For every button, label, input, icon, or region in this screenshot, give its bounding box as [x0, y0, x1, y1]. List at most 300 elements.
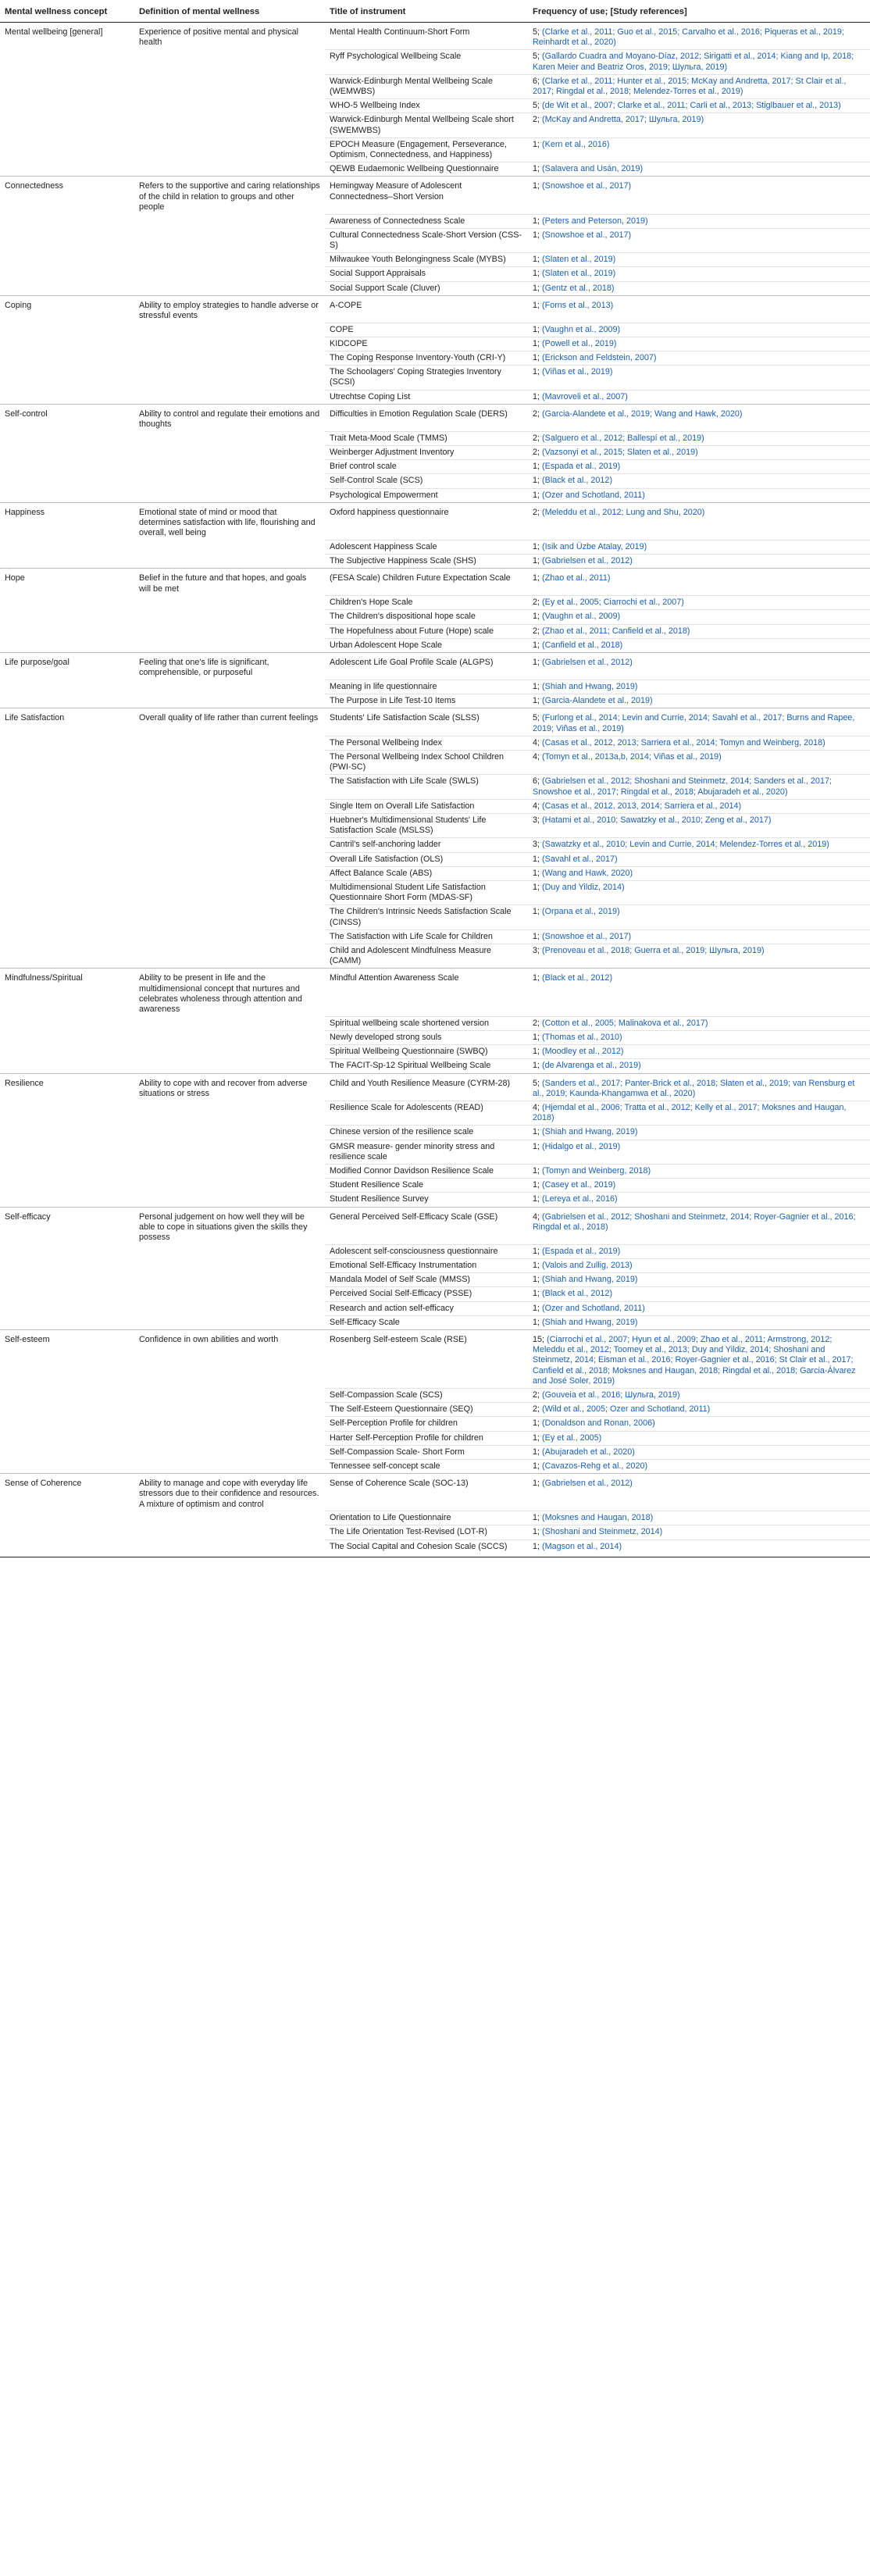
study-references: (Prenoveau et al., 2018; Guerra et al., 2019; Шульга, 2019) [542, 946, 765, 956]
table-row [0, 569, 870, 596]
frequency-cell [528, 1101, 870, 1125]
frequency-cell [528, 446, 870, 460]
instrument-cell: (FESA Scale) Children Future Expectation Scale [325, 569, 528, 596]
study-references: (Espada et al., 2019) [542, 1246, 621, 1256]
frequency-count: 1; [533, 1260, 540, 1270]
table-row [0, 1030, 870, 1044]
instrument-cell: Milwaukee Youth Belongingness Scale (MYBS) [325, 253, 528, 267]
table-row [0, 1540, 870, 1557]
frequency-count: 2; [533, 409, 540, 419]
table-header [0, 0, 870, 23]
frequency-count: 3; [533, 946, 540, 956]
frequency-cell [528, 460, 870, 474]
instrument-cell: The Life Orientation Test-Revised (LOT-R) [325, 1525, 528, 1540]
definition-cell: Feeling that one's life is significant, comprehensible, or purposeful [134, 653, 325, 680]
study-references: (Magson et al., 2014) [542, 1541, 622, 1551]
instrument-cell: KIDCOPE [325, 337, 528, 351]
table-row [0, 162, 870, 177]
concept-cell: Happiness [0, 502, 134, 540]
table-row [0, 775, 870, 799]
frequency-cell [528, 838, 870, 852]
frequency-cell [528, 1287, 870, 1301]
study-references: (Gouveia et al., 2016; Шульга, 2019) [542, 1390, 680, 1400]
study-references: (Peters and Peterson, 2019) [542, 216, 648, 226]
frequency-count: 1; [533, 324, 540, 334]
frequency-count: 2; [533, 507, 540, 517]
table-row [0, 905, 870, 929]
frequency-cell [528, 750, 870, 774]
table-row [0, 99, 870, 113]
instrument-cell: The Personal Wellbeing Index [325, 736, 528, 750]
header-instrument: Title of instrument [325, 0, 528, 23]
frequency-count: 1; [533, 1479, 540, 1489]
instrument-cell: The Children's Intrinsic Needs Satisfaction Scale (CINSS) [325, 905, 528, 929]
table-row [0, 295, 870, 323]
table-row [0, 1045, 870, 1059]
frequency-cell [528, 680, 870, 694]
study-references: (Snowshoe et al., 2017) [542, 931, 632, 941]
frequency-cell [528, 488, 870, 502]
frequency-count: 1; [533, 658, 540, 668]
frequency-cell [528, 74, 870, 98]
frequency-cell [528, 1126, 870, 1140]
frequency-cell [528, 1273, 870, 1287]
frequency-count: 1; [533, 1141, 540, 1151]
frequency-cell [528, 1207, 870, 1244]
definition-cell: Confidence in own abilities and worth [134, 1329, 325, 1388]
table-row [0, 431, 870, 445]
instrument-cell: A-COPE [325, 295, 528, 323]
frequency-count: 1; [533, 883, 540, 892]
frequency-cell [528, 137, 870, 162]
table-row [0, 488, 870, 502]
frequency-count: 5; [533, 27, 540, 37]
header-frequency: Frequency of use; [Study references] [528, 0, 870, 23]
instrument-cell: The Purpose in Life Test-10 Items [325, 694, 528, 708]
instrument-cell: Spiritual Wellbeing Questionnaire (SWBQ) [325, 1045, 528, 1059]
concept-cell: Self-efficacy [0, 1207, 134, 1244]
table-row [0, 1388, 870, 1402]
frequency-cell [528, 708, 870, 736]
instrument-cell: Child and Youth Resilience Measure (CYRM-28) [325, 1073, 528, 1101]
study-references: (Furlong et al., 2014; Levin and Currie, 2014; Savahl et al., 2017; Burns and Rapee, 2019; Viñas et al., 2019) [533, 713, 855, 733]
frequency-count: 1; [533, 1513, 540, 1523]
study-references: (Gallardo Cuadra and Moyano-Díaz, 2012; Sirigatti et al., 2014; Kiang and Ip, 2018; Karen Meier and Beatriz Oros, 2019; Шульга, 2019) [533, 52, 854, 72]
frequency-cell [528, 1431, 870, 1445]
instrument-cell: Mental Health Continuum-Short Form [330, 27, 470, 37]
study-references: (Savahl et al., 2017) [542, 854, 618, 864]
frequency-count: 1; [533, 931, 540, 941]
concept-cell: Life purpose/goal [0, 653, 134, 680]
study-references: (Vazsonyi et al., 2015; Slaten et al., 2019) [542, 448, 698, 457]
frequency-count: 1; [533, 1194, 540, 1204]
study-references: (Vaughn et al., 2009) [542, 324, 621, 334]
table-row [0, 540, 870, 554]
table-row [0, 881, 870, 905]
table-row [0, 1315, 870, 1329]
concept-cell: Self-esteem [0, 1329, 134, 1388]
instrument-cell: Emotional Self-Efficacy Instrumentation [325, 1258, 528, 1272]
frequency-count: 2; [533, 598, 540, 608]
instrument-cell: Child and Adolescent Mindfulness Measure (CAMM) [325, 944, 528, 969]
definition-cell: Belief in the future and that hopes, and goals will be met [134, 569, 325, 596]
frequency-cell [528, 113, 870, 137]
frequency-count: 1; [533, 1527, 540, 1537]
table-row [0, 1459, 870, 1473]
instrument-cell: Social Support Appraisals [325, 267, 528, 281]
frequency-cell [528, 267, 870, 281]
instrument-cell: Mandala Model of Self Scale (MMSS) [325, 1273, 528, 1287]
frequency-cell [528, 596, 870, 610]
study-references: (Cotton et al., 2005; Malinakova et al., 2017) [542, 1018, 708, 1028]
study-references: (Ey et al., 2005; Ciarrochi et al., 2007) [542, 598, 684, 608]
frequency-cell [528, 253, 870, 267]
study-references: (Clarke et al., 2011; Guo et al., 2015; Carvalho et al., 2016; Piqueras et al., 2019; Reinhardt et al., 2020) [533, 27, 844, 48]
frequency-count: 1; [533, 1165, 540, 1176]
table-row [0, 1431, 870, 1445]
table-row [0, 1445, 870, 1459]
table-row [0, 23, 870, 50]
instrument-cell: The Satisfaction with Life Scale for Children [325, 929, 528, 944]
frequency-cell [528, 337, 870, 351]
frequency-cell [528, 1417, 870, 1431]
frequency-count: 1; [533, 854, 540, 864]
frequency-cell [528, 694, 870, 708]
instrument-cell: Warwick-Edinburgh Mental Wellbeing Scale (WEMWBS) [325, 74, 528, 98]
frequency-cell [528, 281, 870, 295]
instrument-cell: Orientation to Life Questionnaire [325, 1511, 528, 1525]
instrument-cell: The Children's dispositional hope scale [325, 610, 528, 624]
study-references: (Casas et al., 2012, 2013; Sarriera et al., 2014; Tomyn and Weinberg, 2018) [542, 737, 825, 747]
frequency-count: 2; [533, 626, 540, 636]
frequency-cell [528, 624, 870, 638]
study-references: (Garcia-Alandete et al., 2019; Wang and Hawk, 2020) [542, 409, 743, 419]
table-row [0, 799, 870, 813]
definition-cell: Refers to the supportive and caring relationships of the child in relation to groups and other people [134, 177, 325, 214]
study-references: (Shiah and Hwang, 2019) [542, 1127, 638, 1137]
study-references: (Duy and Yildiz, 2014) [542, 883, 625, 892]
study-references: (Hjemdal et al., 2006; Tratta et al., 2012; Kelly et al., 2017; Moksnes and Haugan, 2018) [533, 1102, 847, 1123]
definition-cell: Overall quality of life rather than current feelings [134, 708, 325, 736]
instrument-cell: The Schoolagers' Coping Strategies Inventory (SCSI) [325, 366, 528, 390]
definition-cell: Ability to control and regulate their emotions and thoughts [134, 404, 325, 431]
table-row [0, 1073, 870, 1101]
study-references: (Slaten et al., 2019) [542, 255, 616, 265]
table-row [0, 1164, 870, 1178]
study-references: (Tomyn and Weinberg, 2018) [542, 1165, 651, 1176]
frequency-cell [528, 944, 870, 969]
table-row [0, 502, 870, 540]
instrument-cell: Mindful Attention Awareness Scale [325, 969, 528, 1016]
frequency-count: 1; [533, 269, 540, 279]
frequency-cell [528, 162, 870, 177]
frequency-count: 1; [533, 1246, 540, 1256]
instrument-cell: The Hopefulness about Future (Hope) scale [325, 624, 528, 638]
study-references: (Donaldson and Ronan, 2006) [542, 1418, 655, 1429]
study-references: (Shiah and Hwang, 2019) [542, 1317, 638, 1327]
frequency-count: 4; [533, 1102, 540, 1112]
study-references: (Clarke et al., 2011; Hunter et al., 2015; McKay and Andretta, 2017; St Clair et al., 2017; Ringdal et al., 2018; Melendez-Torres et al., 2019) [533, 76, 847, 97]
frequency-count: 1; [533, 230, 540, 240]
frequency-count: 1; [533, 255, 540, 265]
frequency-count: 5; [533, 1078, 540, 1088]
instrument-cell: The Coping Response Inventory-Youth (CRI-Y) [325, 351, 528, 366]
table-row [0, 555, 870, 569]
concept-cell: Mindfulness/Spiritual [0, 969, 134, 1016]
frequency-count: 1; [533, 612, 540, 622]
header-concept: Mental wellness concept [0, 0, 134, 23]
instrument-cell: Affect Balance Scale (ABS) [325, 866, 528, 880]
study-references: (Shiah and Hwang, 2019) [542, 1275, 638, 1285]
instrument-cell: Meaning in life questionnaire [325, 680, 528, 694]
instrument-cell: Warwick-Edinburgh Mental Wellbeing Scale short (SWEMWBS) [325, 113, 528, 137]
study-references: (Salguero et al., 2012; Ballespí et al., 2019) [542, 433, 704, 443]
frequency-cell [528, 1016, 870, 1030]
frequency-count: 1; [533, 1289, 540, 1299]
concept-cell: Connectedness [0, 177, 134, 214]
table-row [0, 653, 870, 680]
frequency-count: 1; [533, 338, 540, 348]
instrument-cell: Harter Self-Perception Profile for children [325, 1431, 528, 1445]
study-references: (Shiah and Hwang, 2019) [542, 681, 638, 691]
frequency-count: 1; [533, 1418, 540, 1429]
frequency-count: 4; [533, 751, 540, 762]
instrument-cell: The Self-Esteem Questionnaire (SEQ) [325, 1403, 528, 1417]
frequency-count: 1; [533, 476, 540, 486]
instrument-cell: Chinese version of the resilience scale [325, 1126, 528, 1140]
study-references: (Kern et al., 2016) [542, 139, 610, 149]
study-references: (Garcia-Alandete et al., 2019) [542, 696, 653, 706]
study-references: (Valois and Zullig, 2013) [542, 1260, 633, 1270]
table-row [0, 228, 870, 252]
frequency-cell [528, 1540, 870, 1557]
instrument-cell: Children's Hope Scale [325, 596, 528, 610]
frequency-cell [528, 555, 870, 569]
table-row [0, 113, 870, 137]
table-row [0, 74, 870, 98]
table-row [0, 708, 870, 736]
instrument-cell: The FACIT-Sp-12 Spiritual Wellbeing Scale [325, 1059, 528, 1073]
instrument-cell: Huebner's Multidimensional Students' Life Satisfaction Scale (MSLSS) [325, 813, 528, 837]
frequency-count: 1; [533, 907, 540, 917]
study-references: (de Alvarenga et al., 2019) [542, 1061, 641, 1071]
study-references: (Abujaradeh et al., 2020) [542, 1447, 635, 1457]
frequency-count: 5; [533, 52, 540, 62]
frequency-count: 6; [533, 76, 540, 86]
instrument-cell: The Social Capital and Cohesion Scale (SCCS) [325, 1540, 528, 1557]
table-row [0, 680, 870, 694]
instrument-cell: Perceived Social Self-Efficacy (PSSE) [325, 1287, 528, 1301]
frequency-count: 1; [533, 283, 540, 293]
table-row [0, 610, 870, 624]
instrument-cell: Urban Adolescent Hope Scale [325, 638, 528, 652]
table-row [0, 1287, 870, 1301]
frequency-cell [528, 929, 870, 944]
frequency-cell [528, 905, 870, 929]
frequency-cell [528, 1329, 870, 1388]
instrument-cell: Rosenberg Self-esteem Scale (RSE) [325, 1329, 528, 1388]
table-row [0, 1193, 870, 1207]
frequency-count: 1; [533, 541, 540, 551]
frequency-count: 4; [533, 737, 540, 747]
table-row [0, 1244, 870, 1258]
frequency-cell [528, 351, 870, 366]
instrument-cell: Trait Meta-Mood Scale (TMMS) [325, 431, 528, 445]
table-row [0, 366, 870, 390]
table-row [0, 624, 870, 638]
instrument-cell: Self-Perception Profile for children [325, 1417, 528, 1431]
table-row [0, 838, 870, 852]
frequency-count: 4; [533, 801, 540, 811]
frequency-count: 1; [533, 1180, 540, 1190]
study-references: (Moksnes and Haugan, 2018) [542, 1513, 654, 1523]
frequency-cell [528, 1244, 870, 1258]
study-references: (Wild et al., 2005; Ozer and Schotland, 2011) [542, 1404, 711, 1415]
table-row [0, 1126, 870, 1140]
instrument-cell: Cantril's self-anchoring ladder [325, 838, 528, 852]
frequency-cell [528, 1459, 870, 1473]
frequency-count: 1; [533, 181, 540, 191]
frequency-count: 1; [533, 1127, 540, 1137]
instrument-cell: Overall Life Satisfaction (OLS) [325, 852, 528, 866]
study-references: (Gabrielsen et al., 2012; Shoshani and Steinmetz, 2014; Sanders et al., 2017; Snowshoe et al., 2017; Ringdal et al., 2018; Abujaradeh et al., 2020) [533, 776, 832, 797]
frequency-count: 1; [533, 216, 540, 226]
frequency-cell [528, 50, 870, 74]
frequency-cell [528, 1511, 870, 1525]
frequency-cell [528, 610, 870, 624]
instrument-cell: Hemingway Measure of Adolescent Connectedness–Short Version [325, 177, 528, 214]
frequency-cell [528, 366, 870, 390]
study-references: (Tomyn et al., 2013a,b, 2014; Viñas et al., 2019) [542, 751, 722, 762]
frequency-cell [528, 1525, 870, 1540]
frequency-cell [528, 1140, 870, 1164]
table-row [0, 969, 870, 1016]
concept-cell: Self-control [0, 404, 134, 431]
frequency-count: 1; [533, 1317, 540, 1327]
frequency-cell [528, 1045, 870, 1059]
study-references: (Hatami et al., 2010; Sawatzky et al., 2010; Zeng et al., 2017) [542, 815, 772, 825]
instrument-cell: Research and action self-efficacy [325, 1301, 528, 1315]
study-references: (Snowshoe et al., 2017) [542, 181, 632, 191]
instrument-cell: Adolescent Life Goal Profile Scale (ALGPS) [325, 653, 528, 680]
concept-cell: Mental wellbeing [general] [5, 27, 103, 37]
frequency-cell [528, 1388, 870, 1402]
table-row [0, 1417, 870, 1431]
study-references: (Gentz et al., 2018) [542, 283, 615, 293]
instrument-cell: Adolescent Happiness Scale [325, 540, 528, 554]
definition-cell: Personal judgement on how well they will be able to cope in situations given the skills they possess [134, 1207, 325, 1244]
table-row [0, 1140, 870, 1164]
table-row [0, 390, 870, 404]
study-references: (Zhao et al., 2011; Canfield et al., 2018) [542, 626, 690, 636]
frequency-count: 1; [533, 1061, 540, 1071]
frequency-cell [528, 23, 870, 50]
definition-cell: Emotional state of mind or mood that determines satisfaction with life, flourishing and overall, well being [134, 502, 325, 540]
study-references: (Casey et al., 2019) [542, 1180, 616, 1190]
frequency-count: 3; [533, 815, 540, 825]
table-row [0, 929, 870, 944]
frequency-count: 1; [533, 391, 540, 401]
instrument-cell: Self-Efficacy Scale [325, 1315, 528, 1329]
instrument-cell: GMSR measure- gender minority stress and resilience scale [325, 1140, 528, 1164]
table-row [0, 694, 870, 708]
frequency-count: 1; [533, 300, 540, 310]
study-references: (Thomas et al., 2010) [542, 1032, 622, 1042]
study-references: (Ciarrochi et al., 2007; Hyun et al., 2009; Zhao et al., 2011; Armstrong, 2012; Meleddu et al., 2012; Toomey et al., 2013; Duy and Yildiz, 2014; Shoshani and Steinmetz, 2014; Eisman et al., 2016; Royer-Gagnier et al., 2016; St Clair et al., 2017; Canfield et al., 2018; Moksnes and Haugan, 2018; Ringdal et al., 2018; Garcia-Álvarez and José Soler, 2019) [533, 1334, 856, 1386]
frequency-count: 1; [533, 139, 540, 149]
instrument-cell: Awareness of Connectedness Scale [325, 214, 528, 228]
table-row [0, 281, 870, 295]
instrument-cell: Self-Control Scale (SCS) [325, 474, 528, 488]
frequency-count: 4; [533, 1211, 540, 1222]
frequency-cell [528, 1059, 870, 1073]
frequency-cell [528, 775, 870, 799]
instrument-cell: Modified Connor Davidson Resilience Scale [325, 1164, 528, 1178]
frequency-count: 1; [533, 462, 540, 472]
frequency-cell [528, 540, 870, 554]
instrument-cell: Weinberger Adjustment Inventory [325, 446, 528, 460]
instrument-cell: Utrechtse Coping List [325, 390, 528, 404]
frequency-count: 1; [533, 640, 540, 650]
study-references: (Ozer and Schotland, 2011) [542, 490, 645, 500]
frequency-count: 1; [533, 868, 540, 878]
table-row [0, 474, 870, 488]
frequency-count: 1; [533, 353, 540, 363]
table-row [0, 1179, 870, 1193]
instrument-cell: Psychological Empowerment [325, 488, 528, 502]
frequency-cell [528, 1474, 870, 1511]
instrument-cell: QEWB Eudaemonic Wellbeing Questionnaire [325, 162, 528, 177]
instrument-cell: Ryff Psychological Wellbeing Scale [325, 50, 528, 74]
table-row [0, 1511, 870, 1525]
study-references: (Isik and Üzbe Atalay, 2019) [542, 541, 647, 551]
instrument-cell: Single Item on Overall Life Satisfaction [325, 799, 528, 813]
instrument-cell: Difficulties in Emotion Regulation Scale (DERS) [325, 404, 528, 431]
study-references: (Sawatzky et al., 2010; Levin and Currie, 2014; Melendez-Torres et al., 2019) [542, 840, 829, 850]
study-references: (McKay and Andretta, 2017; Шульга, 2019) [542, 115, 704, 125]
frequency-cell [528, 638, 870, 652]
frequency-cell [528, 431, 870, 445]
table-row [0, 1207, 870, 1244]
instrument-cell: Self-Compassion Scale (SCS) [325, 1388, 528, 1402]
frequency-count: 1; [533, 164, 540, 174]
frequency-count: 2; [533, 448, 540, 457]
frequency-count: 1; [533, 681, 540, 691]
frequency-cell [528, 569, 870, 596]
frequency-count: 2; [533, 433, 540, 443]
frequency-cell [528, 1030, 870, 1044]
frequency-count: 2; [533, 115, 540, 125]
instrument-cell: General Perceived Self-Efficacy Scale (GSE) [325, 1207, 528, 1244]
study-references: (Salavera and Usán, 2019) [542, 164, 644, 174]
frequency-cell [528, 1403, 870, 1417]
instrument-cell: The Personal Wellbeing Index School Children (PWI-SC) [325, 750, 528, 774]
study-references: (Gabrielsen et al., 2012) [542, 556, 633, 566]
study-references: (Ozer and Schotland, 2011) [542, 1303, 645, 1313]
frequency-count: 1; [533, 1541, 540, 1551]
concept-cell: Resilience [0, 1073, 134, 1101]
instrument-cell: Social Support Scale (Cluver) [325, 281, 528, 295]
concept-cell: Sense of Coherence [0, 1474, 134, 1511]
definition-cell: Experience of positive mental and physical health [139, 27, 299, 48]
table-row [0, 852, 870, 866]
study-references: (Wang and Hawk, 2020) [542, 868, 633, 878]
frequency-count: 1; [533, 1303, 540, 1313]
instrument-cell: Tennessee self-concept scale [325, 1459, 528, 1473]
table-row [0, 1258, 870, 1272]
frequency-count: 1; [533, 1047, 540, 1057]
table-row [0, 1403, 870, 1417]
